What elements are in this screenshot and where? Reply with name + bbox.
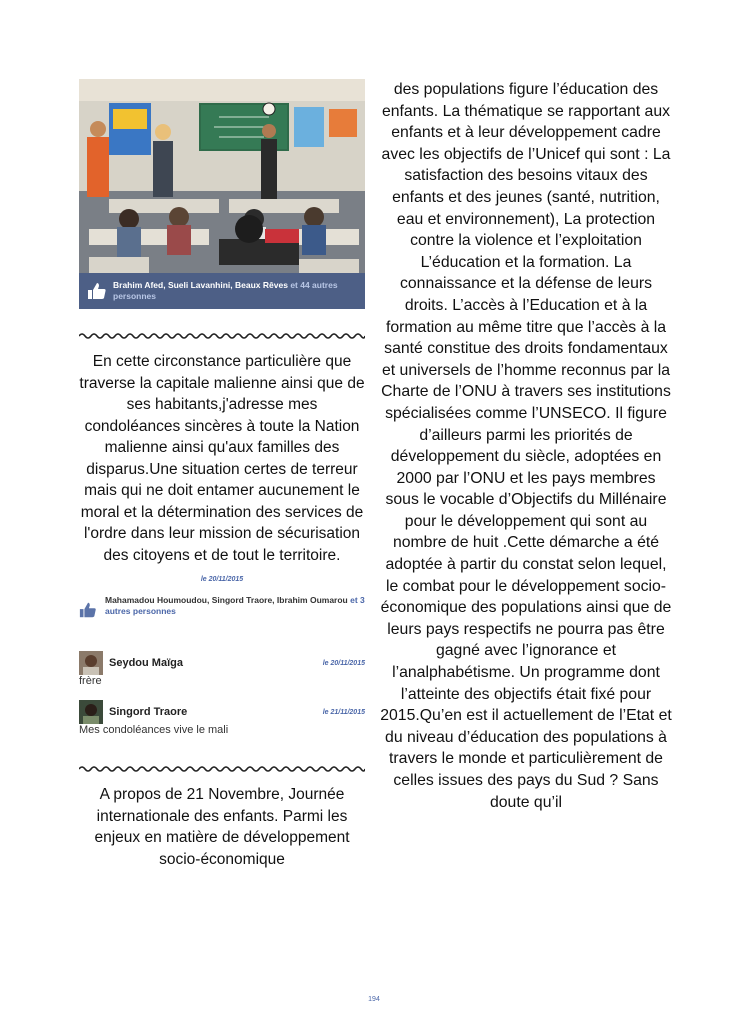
avatar[interactable] <box>79 700 103 724</box>
post-text: En cette circonstance particulière que traverse la capitale malienne ainsi que de ses habitants,j'adresse mes condoléances sincères à toute la Nation malienne ainsi qu'aux familles des disparus.Une situation certes de terreur mais qui ne doit entamer aucunement le moral et la détermination des services de l'ordre dans leur mission de sécurisation des citoyens et de tout le territoire. <box>79 353 365 564</box>
comment <box>79 700 365 736</box>
classroom-photo[interactable] <box>79 79 365 309</box>
post-likes <box>79 595 365 619</box>
photo-like-bar <box>79 273 365 309</box>
article-continuation: des populations figure l’éducation des enfants. La thématique se rapportant aux enfants et à leur développement cadre avec les objectifs de l’Unicef qui sont : La satisfaction des besoins vitaux des enfants et des jeunes (santé, nutrition, eau et environnement), La protection contre la violence et l’exploitation L’éducation et la formation. La connaissance et la défense de leurs droits. L’accès à l’Education et à la formation au même titre que l’accès à la santé constitue des droits fondamentaux et universels de l’homme reconnus par la Charte de l’ONU à travers ses institutions spécialisées comme l’UNSECO. Il figure d’ailleurs parmi les priorités de développement du siècle, adoptées en 2000 par l’ONU et les pays membres sous le vocable d’Objectifs du Millénaire pour le développement qui sont au nombre de huit .Cette démarche a été adoptée à partir du constat selon lequel, le combat pour le développement socio-économique des populations ainsi que de leurs pays respectifs ne pourra pas être gagné avec l’ignorance et l’analphabétisme. Un programme dont l’atteinte des objectifs était fixé pour 2015.Qu’en est il actuellement de l’Etat et du niveau d’éducation des populations à travers le monde et particulièrement de celles issues des pays du Sud ? Sans doute qu’il <box>380 81 672 811</box>
right-column <box>380 79 672 813</box>
comment-date[interactable]: le 20/11/2015 <box>322 659 365 667</box>
post2-text: A propos de 21 Novembre, Journée internationale des enfants. Parmi les enjeux en matière de développement socio-économique <box>94 786 350 868</box>
photo-likers-more[interactable]: et 44 autres personnes <box>113 280 338 301</box>
comment-author[interactable]: Singord Traore <box>109 706 188 718</box>
comment <box>79 651 365 687</box>
post-likers-more[interactable]: et 3 autres personnes <box>105 595 365 616</box>
post-date[interactable]: le 20/11/2015 <box>200 576 244 583</box>
left-column <box>79 79 365 870</box>
like-thumb-icon[interactable] <box>79 601 97 619</box>
post-likers <box>105 595 365 617</box>
like-thumb-icon[interactable] <box>87 281 107 301</box>
comment-date[interactable]: le 21/11/2015 <box>322 708 365 716</box>
comment-text: Mes condoléances vive le mali <box>79 724 229 736</box>
comment-author[interactable]: Seydou Maïga <box>109 657 183 669</box>
avatar[interactable] <box>79 651 103 675</box>
post-likers-names[interactable]: Mahamadou Houmoudou, Singord Traore, Ibrahim Oumarou <box>105 595 348 605</box>
wavy-divider <box>79 764 365 774</box>
wavy-divider <box>79 331 365 341</box>
photo-likers-names[interactable]: Brahim Afed, Sueli Lavanhini, Beaux Rêves <box>113 280 288 290</box>
photo-likers <box>113 280 365 302</box>
page-number: 194 <box>368 996 380 1003</box>
comment-text: frère <box>79 675 102 687</box>
